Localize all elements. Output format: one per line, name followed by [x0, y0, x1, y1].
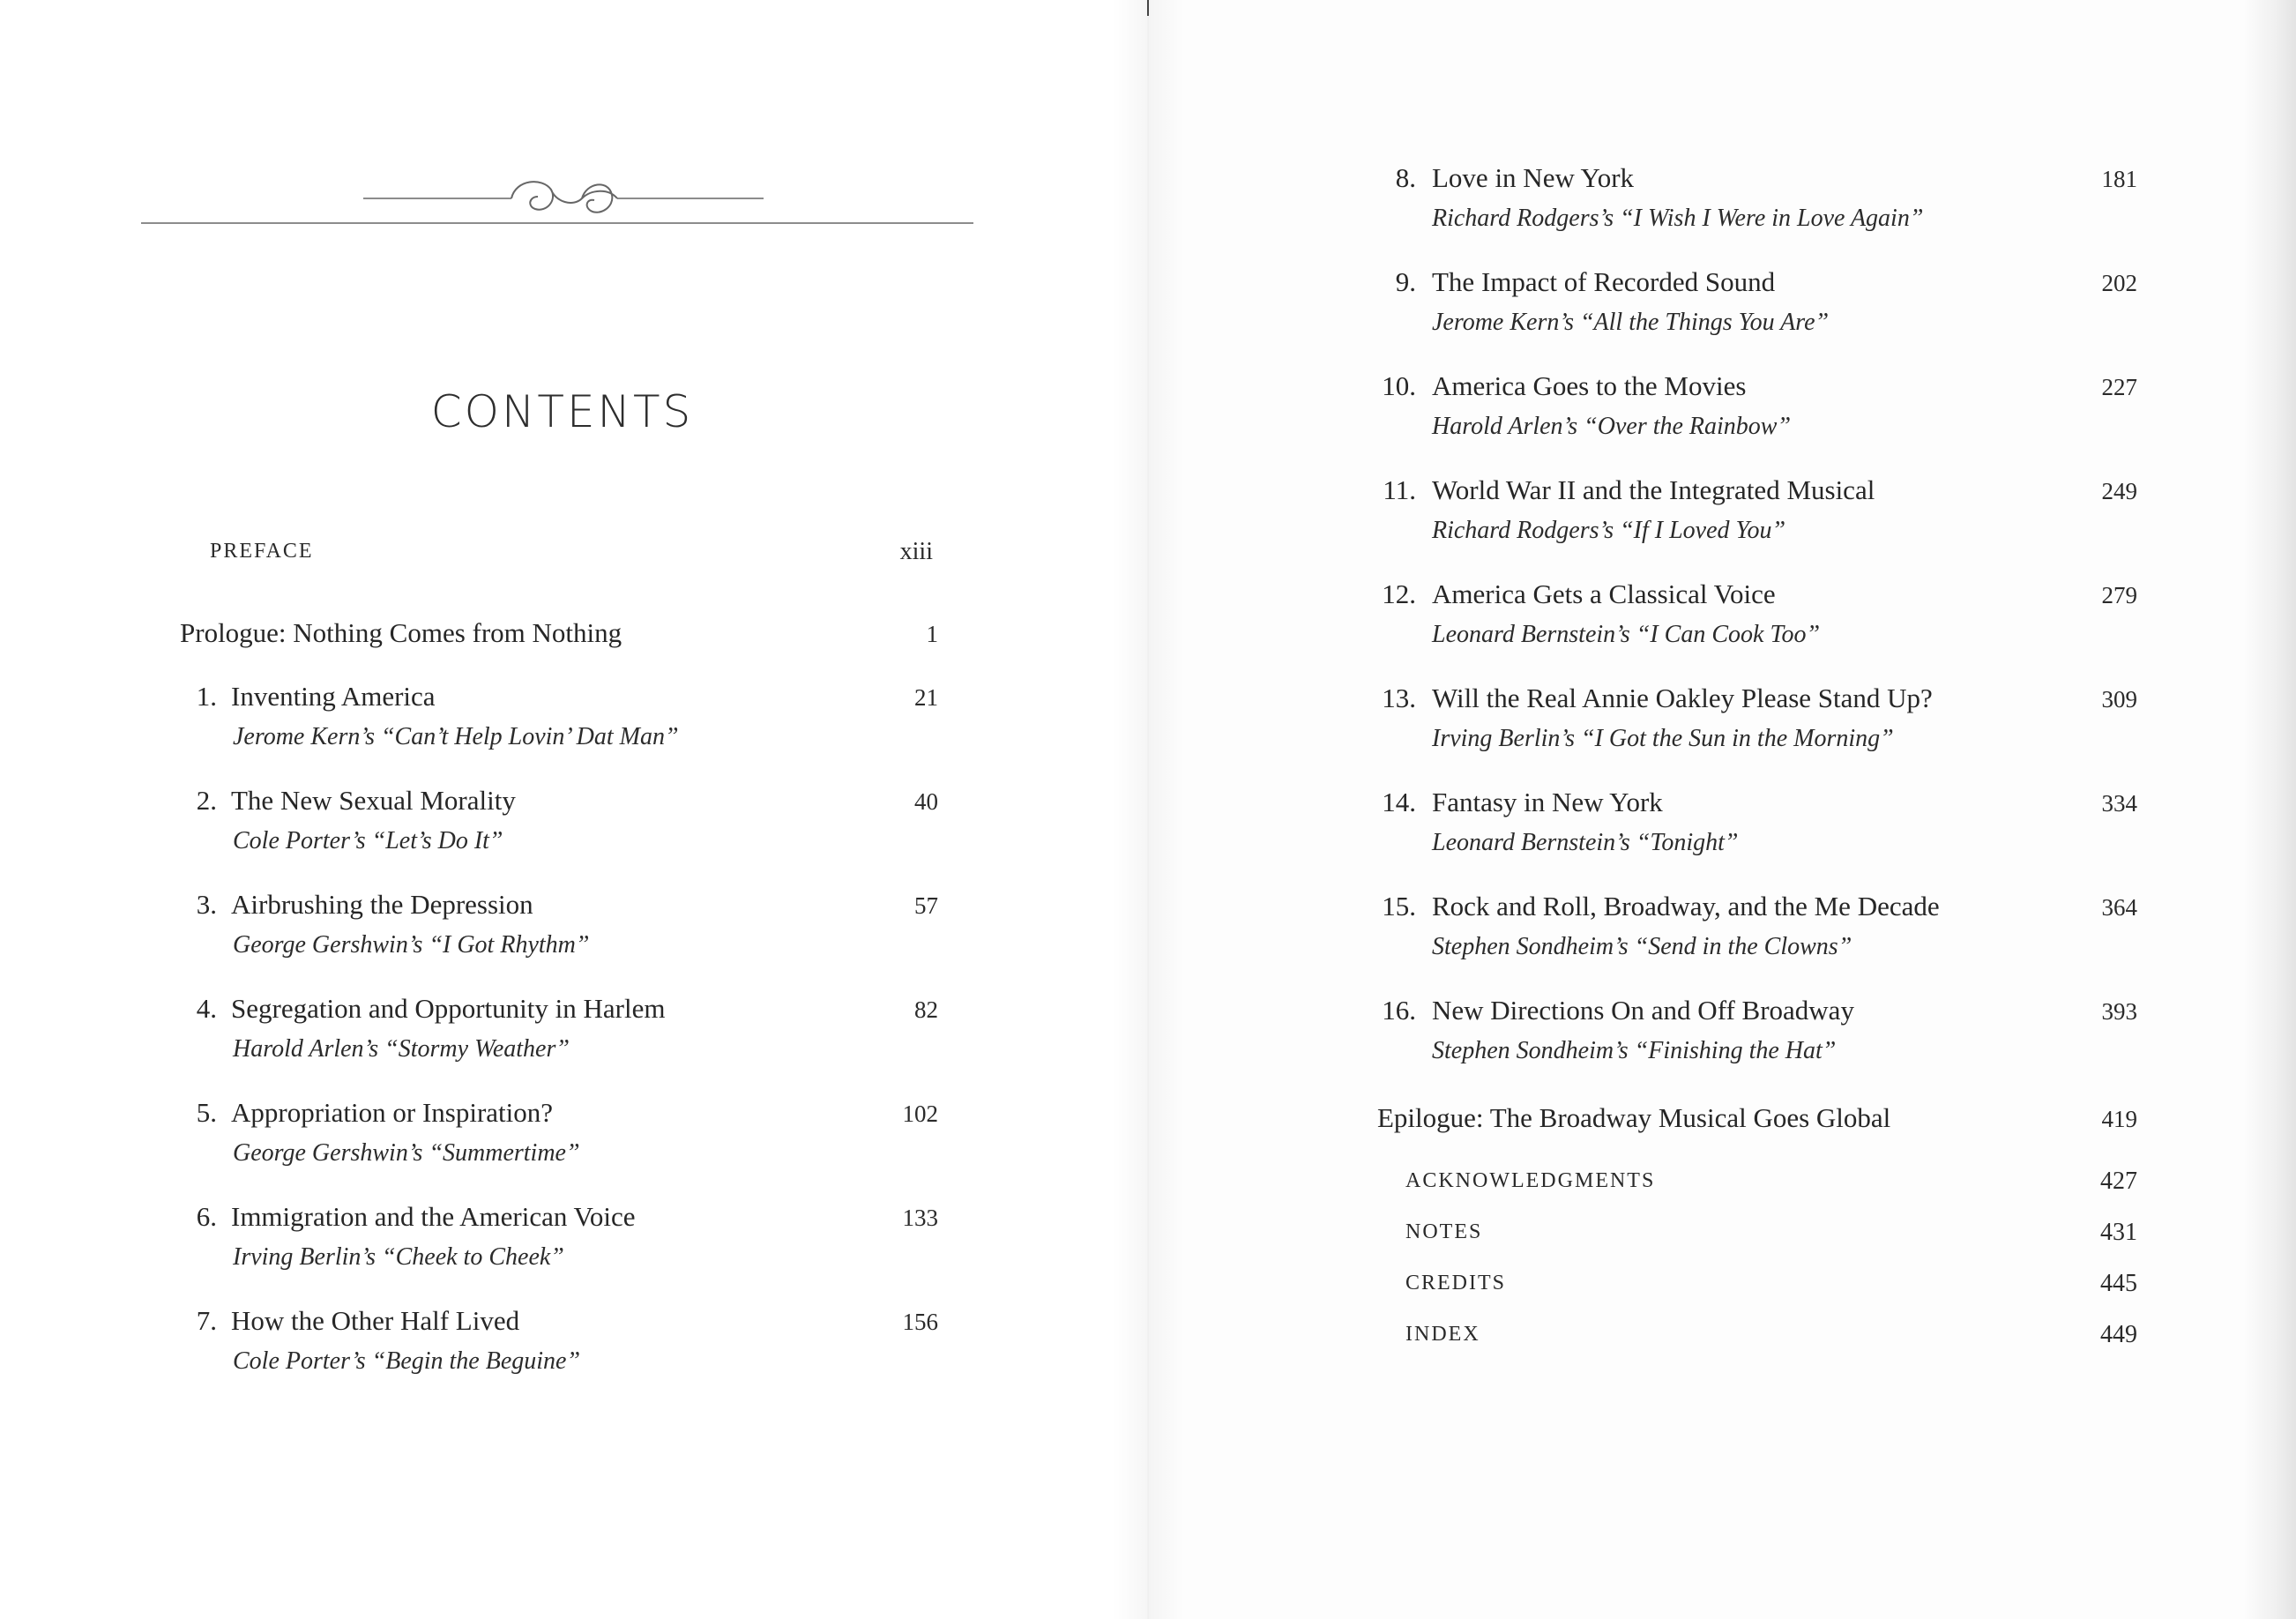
chapter-page: 133 — [902, 1205, 938, 1231]
chapter-number: 11. — [1383, 474, 1416, 505]
chapter-subtitle: Leonard Bernstein’s “Tonight” — [1432, 829, 1739, 856]
chapter-page: 202 — [2101, 270, 2137, 296]
chapter-page: 82 — [914, 996, 938, 1023]
chapter-number: 13. — [1382, 683, 1416, 713]
chapter-number: 9. — [1395, 266, 1416, 297]
chapter-subtitle: Cole Porter’s “Begin the Beguine” — [233, 1347, 581, 1375]
chapter-number: 15. — [1382, 891, 1416, 921]
back-matter-page: 431 — [2100, 1219, 2137, 1246]
back-matter-page: 427 — [2100, 1168, 2137, 1195]
prologue-page: 1 — [926, 621, 938, 647]
chapter-title: Appropriation or Inspiration? — [231, 1097, 554, 1128]
chapter-page: 309 — [2101, 686, 2137, 713]
chapter-page: 21 — [914, 684, 938, 711]
chapter-number: 5. — [196, 1097, 217, 1128]
toc-entry-credits[interactable] — [0, 1272, 2296, 1307]
back-matter-label: INDEX — [1405, 1323, 1480, 1346]
chapter-title: Fantasy in New York — [1432, 787, 1663, 817]
prologue-title: Prologue: Nothing Comes from Nothing — [180, 617, 622, 648]
chapter-subtitle: Irving Berlin’s “I Got the Sun in the Morning” — [1432, 725, 1894, 752]
chapter-number: 1. — [196, 681, 217, 712]
chapter-subtitle: Harold Arlen’s “Over the Rainbow” — [1432, 413, 1792, 440]
toc-entry-chapter-16[interactable] — [0, 995, 2137, 1092]
toc-entry-acknowledgments[interactable] — [0, 1169, 2296, 1205]
chapter-page: 364 — [2101, 894, 2137, 921]
chapter-subtitle: Irving Berlin’s “Cheek to Cheek” — [233, 1243, 564, 1271]
chapter-page: 102 — [902, 1100, 938, 1127]
chapter-title: Rock and Roll, Broadway, and the Me Decade — [1432, 891, 1940, 921]
toc-entry-chapter-10[interactable] — [0, 370, 2137, 467]
chapter-subtitle: George Gershwin’s “I Got Rhythm” — [233, 931, 590, 959]
toc-entry-notes[interactable] — [0, 1220, 2296, 1256]
epilogue-page: 419 — [2101, 1106, 2137, 1132]
back-matter-label: NOTES — [1405, 1220, 1483, 1243]
chapter-number: 16. — [1382, 995, 1416, 1026]
chapter-title: The New Sexual Morality — [231, 785, 516, 816]
chapter-subtitle: Jerome Kern’s “All the Things You Are” — [1432, 309, 1830, 336]
back-matter-label: ACKNOWLEDGMENTS — [1405, 1169, 1656, 1192]
chapter-subtitle: Cole Porter’s “Let’s Do It” — [233, 827, 503, 854]
toc-entry-chapter-11[interactable] — [0, 474, 2137, 571]
chapter-number: 7. — [196, 1305, 217, 1336]
chapter-page: 249 — [2101, 478, 2137, 504]
chapter-subtitle: Jerome Kern’s “Can’t Help Lovin’ Dat Man” — [233, 723, 679, 750]
chapter-page: 334 — [2101, 790, 2137, 817]
chapter-number: 10. — [1382, 370, 1416, 401]
chapter-title: Inventing America — [231, 681, 436, 712]
chapter-subtitle: Richard Rodgers’s “I Wish I Were in Love Again” — [1432, 205, 1924, 232]
chapter-subtitle: Leonard Bernstein’s “I Can Cook Too” — [1432, 621, 1821, 648]
back-matter-page: 445 — [2100, 1270, 2137, 1297]
toc-entry-chapter-14[interactable] — [0, 787, 2137, 884]
back-matter-page: 449 — [2100, 1321, 2137, 1348]
chapter-title: The Impact of Recorded Sound — [1432, 266, 1776, 297]
chapter-page: 279 — [2101, 582, 2137, 608]
chapter-title: New Directions On and Off Broadway — [1432, 995, 1854, 1026]
chapter-subtitle: George Gershwin’s “Summertime” — [233, 1139, 580, 1167]
back-matter-label: CREDITS — [1405, 1272, 1507, 1294]
chapter-page: 181 — [2101, 166, 2137, 192]
chapter-page: 227 — [2101, 374, 2137, 400]
chapter-subtitle: Stephen Sondheim’s “Send in the Clowns” — [1432, 933, 1852, 960]
gutter-mark — [1147, 0, 1149, 16]
chapter-title: America Gets a Classical Voice — [1432, 578, 1776, 609]
chapter-number: 3. — [196, 889, 217, 920]
chapter-number: 8. — [1395, 162, 1416, 193]
chapter-page: 393 — [2101, 998, 2137, 1025]
toc-entry-index[interactable] — [0, 1323, 2296, 1358]
chapter-subtitle: Richard Rodgers’s “If I Loved You” — [1432, 517, 1786, 544]
epilogue-title: Epilogue: The Broadway Musical Goes Global — [1377, 1102, 1891, 1133]
chapter-number: 6. — [196, 1201, 217, 1232]
toc-entry-chapter-12[interactable] — [0, 578, 2137, 675]
chapter-subtitle: Harold Arlen’s “Stormy Weather” — [233, 1035, 570, 1063]
toc-entry-chapter-15[interactable] — [0, 891, 2137, 988]
chapter-number: 4. — [196, 993, 217, 1024]
chapter-title: World War II and the Integrated Musical — [1432, 474, 1875, 505]
chapter-title: America Goes to the Movies — [1432, 370, 1747, 401]
preface-page: xiii — [899, 538, 933, 565]
chapter-number: 12. — [1382, 578, 1416, 609]
toc-entry-epilogue[interactable] — [0, 1102, 2296, 1141]
chapter-page: 156 — [902, 1309, 938, 1335]
toc-entry-chapter-9[interactable] — [0, 266, 2137, 363]
preface-label: PREFACE — [210, 540, 314, 563]
chapter-number: 2. — [196, 785, 217, 816]
chapter-title: Airbrushing the Depression — [231, 889, 533, 920]
chapter-number: 14. — [1382, 787, 1416, 817]
chapter-title: Immigration and the American Voice — [231, 1201, 636, 1232]
toc-entry-chapter-8[interactable] — [0, 162, 2137, 259]
chapter-title: Love in New York — [1432, 162, 1635, 193]
contents-heading: CONTENTS — [430, 386, 694, 437]
chapter-title: How the Other Half Lived — [231, 1305, 520, 1336]
chapter-page: 40 — [914, 788, 938, 815]
page-edge-shadow — [2243, 0, 2296, 1619]
toc-entry-chapter-13[interactable] — [0, 683, 2137, 780]
chapter-subtitle: Stephen Sondheim’s “Finishing the Hat” — [1432, 1037, 1837, 1064]
chapter-page: 57 — [914, 892, 938, 919]
chapter-title: Will the Real Annie Oakley Please Stand Up? — [1432, 683, 1933, 713]
chapter-title: Segregation and Opportunity in Harlem — [231, 993, 666, 1024]
